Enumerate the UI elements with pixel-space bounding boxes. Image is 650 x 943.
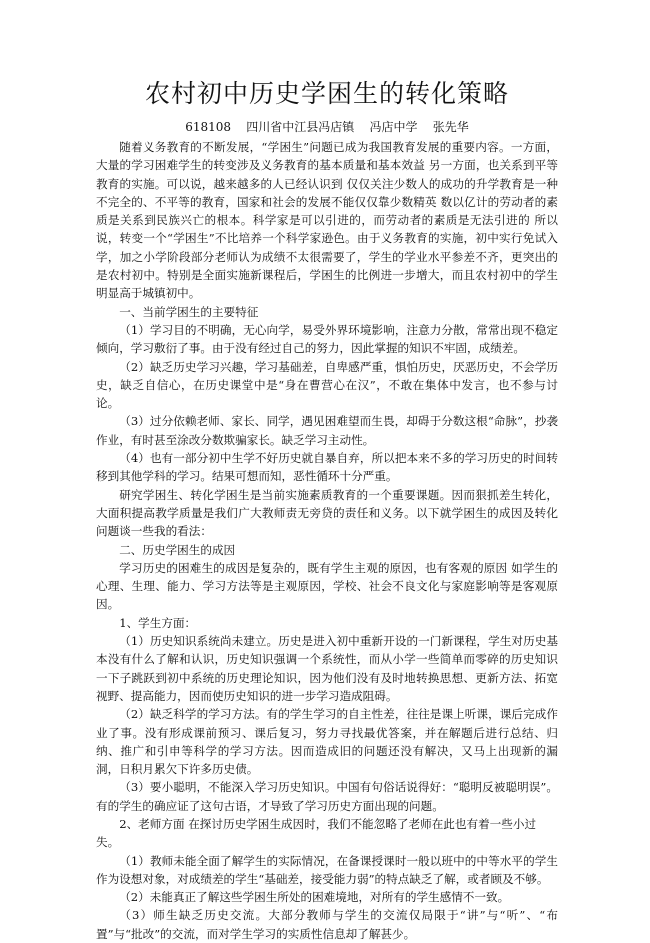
section-heading: 1、学生方面： xyxy=(119,615,197,630)
paragraph: （3）过分依赖老师、家长、同学，遇见困难望而生畏，却碍于分数这根“命脉”，抄袭作业，有时甚至涂改分数欺骗家长。缺乏学习主动性。 xyxy=(96,414,558,447)
paragraph: 随着义务教育的不断发展，“学困生”问题已成为我国教育发展的重要内容。一方面，大量的学习困难学生的转变涉及义务教育的基本质量和基本效益 另一方面，也关系到平等教育的实施。可以说，越来越多的人已经认识到 仅仅关注少数人的成功的升学教育是一种不完全的、不平等的教育，国家和社会的发展不能仅仅靠少数精英 数以亿计的劳动者的素质是关系到民族兴亡的根本。科学家是可以引进的，而劳动者的素质是无法引进的 所以说，转变一个“学困生”不比培养一个科学家逊色。由于义务教育的实施，初中实行免试入学，加之小学阶段部分老师认为成绩不太很需要了，学生的学业水平参差不齐，更突出的是农村初中。特别是全面实施新课程后，学困生的比例进一步增大，而且农村初中的学生明显高于城镇初中。 xyxy=(96,140,558,301)
document-body xyxy=(96,138,558,943)
paragraph: （2）缺乏历史学习兴趣，学习基础差，自卑感严重，惧怕历史，厌恶历史，不会学历史，缺乏自信心，在历史课堂中是“身在曹营心在汉”，不敢在集体中发言，也不参与讨论。 xyxy=(96,359,558,411)
document-title: 农村初中历史学困生的转化策略 xyxy=(144,79,509,108)
paragraph: （2）缺乏科学的学习方法。有的学生学习的自主性差，往往是课上听课，课后完成作业了事。没有形成课前预习、课后复习，努力寻找最优答案，并在解题后进行总结、归纳、推广和引申等科学的学习方法。因而造成旧的问题还没有解决，又马上出现新的漏洞，日积月累欠下许多历史债。 xyxy=(96,707,558,777)
paragraph: （1）教师未能全面了解学生的实际情况，在备课授课时一般以班中的中等水平的学生作为设想对象，对成绩差的学生“基础差，接受能力弱”的特点缺乏了解，或者顾及不够。 xyxy=(96,853,558,886)
section-heading: 2、老师方面 在探讨历史学困生成因时，我们不能忽略了老师在此也有着一些小过失。 xyxy=(96,816,537,850)
paragraph: （2）未能真正了解这些学困生所处的困难境地，对所有的学生感情不一致。 xyxy=(119,890,510,905)
paragraph: 研究学困生、转化学困生是当前实施素质教育的一个重要课题。因而狠抓差生转化，大面积提高教学质量是我们广大教师责无旁贷的责任和义务。以下就学困生的成因及转化问题谈一些我的看法： xyxy=(96,487,558,539)
paragraph: （3）师生缺乏历史交流。大部分教师与学生的交流仅局限于“讲”与“听”、“布置”与“批改”的交流，而对学生学习的实质性信息却了解甚少。 xyxy=(96,908,558,941)
paragraph: 学习历史的困难生的成因是复杂的，既有学生主观的原因，也有客观的原因 如学生的心理、生理、能力、学习方法等是主观原因，学校、社会不良文化与家庭影响等是客观原因。 xyxy=(96,560,558,612)
section-heading: 一、当前学困生的主要特征 xyxy=(119,304,259,319)
section-heading: 二、历史学困生的成因 xyxy=(119,542,236,557)
document-page xyxy=(96,78,558,943)
author-line: 618108 四川省中江县冯店镇 冯店中学 张先华 xyxy=(185,120,469,134)
paragraph: （4）也有一部分初中生学不好历史就自暴自弃，所以把本来不多的学习历史的时间转移到其他学科的学习。结果可想而知，恶性循环十分严重。 xyxy=(96,451,558,484)
paragraph: （1）历史知识系统尚未建立。历史是进入初中重新开设的一门新课程，学生对历史基本没有什么了解和认识，历史知识强调一个系统性，而从小学一些简单而零碎的历史知识一下子跳跃到初中系统的历史理论知识，因为他们没有及时地转换思想、更新方法、拓宽视野、提高能力，因而使历史知识的进一步学习造成阻碍。 xyxy=(96,634,558,703)
paragraph: （1）学习目的不明确，无心向学，易受外界环境影响，注意力分散，常常出现不稳定倾向，学习敷衍了事。由于没有经过自己的努力，因此掌握的知识不牢固，成绩差。 xyxy=(96,322,558,356)
paragraph: （3）要小聪明，不能深入学习历史知识。中国有句俗话说得好：“聪明反被聪明误”。有的学生的确应证了这句古语，才导致了学习历史方面出现的问题。 xyxy=(96,780,558,813)
